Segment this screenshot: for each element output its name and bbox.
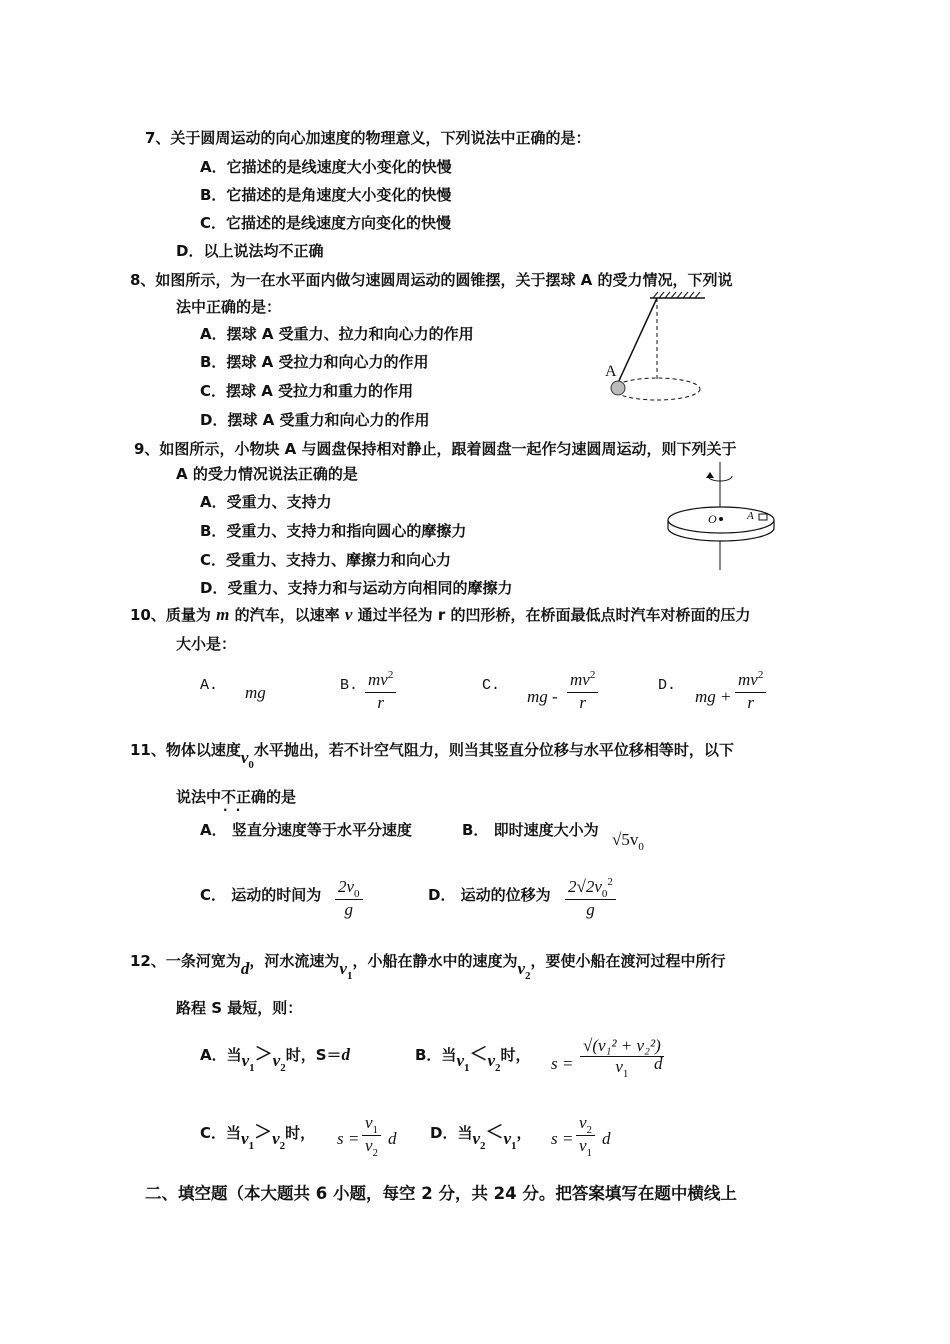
q12-b-d: d bbox=[654, 1054, 663, 1073]
rotating-disc-figure bbox=[660, 460, 785, 575]
q10-c-fraction: $\frac{mv^2}{r}$ bbox=[567, 670, 598, 713]
q12-c-fraction: $\frac{v_1}{v_2}$ bbox=[362, 1113, 381, 1158]
q12-option-c: C．当$v_1>v_2$时， bbox=[200, 1122, 316, 1152]
q10-b-fraction: $\frac{mv^2}{r}$ bbox=[365, 670, 396, 713]
q11-d-fraction: $\frac{2√2v_0^2}{g}$ bbox=[565, 877, 616, 920]
section-2-title: 二、填空题（本大题共 6 小题，每空 2 分，共 24 分。把答案填写在题中横线上 bbox=[145, 1184, 737, 1203]
q10-c-label: C. bbox=[482, 677, 501, 694]
q8-option-b: B．摆球 A 受拉力和向心力的作用 bbox=[200, 353, 429, 371]
q12-option-b: B．当$v_1<v_2$时， bbox=[415, 1044, 531, 1074]
q9-option-a: A．受重力、支持力 bbox=[200, 493, 332, 511]
q12-b-fraction: $\frac{\text{√(v₁² + v₂²)}}{v_1}$ bbox=[580, 1036, 664, 1079]
q9-option-d: D．受重力、支持力和与运动方向相同的摩擦力 bbox=[200, 579, 513, 597]
q9-stem-line1: 9、如图所示，小物块 A 与圆盘保持相对静止，跟着圆盘一起作匀速圆周运动，则下列关于 bbox=[134, 440, 737, 458]
q10-a-expr: mg bbox=[245, 683, 266, 702]
q7-option-c: C．它描述的是线速度方向变化的快慢 bbox=[200, 214, 452, 232]
q12-d-d: d bbox=[602, 1129, 611, 1148]
q10-d-prefix: mg + bbox=[695, 687, 732, 706]
q11-stem-line1: 11、物体以速度$v_0$水平抛出，若不计空气阻力，则当其竖直分位移与水平位移相等时，以下 bbox=[130, 741, 734, 771]
conical-pendulum-figure bbox=[595, 290, 715, 405]
q10-d-label: D. bbox=[658, 677, 677, 694]
q12-stem-line2: 路程 S 最短，则： bbox=[176, 999, 303, 1017]
q10-stem-line1: 10、质量为 m 的汽车，以速率 v 通过半径为 r 的凹形桥，在桥面最低点时汽车对桥面的压力 bbox=[130, 605, 751, 624]
q10-stem-line2: 大小是： bbox=[176, 635, 237, 653]
q11-stem-line2: 说法中不正确 · ·的是 bbox=[176, 787, 296, 807]
q8-option-c: C．摆球 A 受拉力和重力的作用 bbox=[200, 382, 414, 400]
q11-option-b: B． 即时速度大小为 bbox=[462, 821, 599, 839]
pendulum-label-a: A bbox=[605, 363, 617, 380]
q11-b-expr: $√5v_0$ bbox=[612, 830, 644, 853]
q12-d-fraction: $\frac{v_2}{v_1}$ bbox=[576, 1113, 595, 1158]
q11-option-c: C． 运动的时间为 bbox=[200, 886, 322, 904]
q10-a-label: A. bbox=[200, 677, 219, 694]
q9-stem-line2: A 的受力情况说法正确的是 bbox=[176, 465, 358, 483]
q10-c-prefix: mg - bbox=[527, 687, 558, 706]
q11-c-fraction: $\frac{2v_0}{g}$ bbox=[335, 877, 363, 920]
q7-stem: 7、关于圆周运动的向心加速度的物理意义，下列说法中正确的是： bbox=[145, 129, 591, 147]
q7-option-d: D．以上说法均不正确 bbox=[176, 242, 324, 260]
q8-stem-line2: 法中正确的是： bbox=[176, 298, 282, 316]
q9-option-b: B．受重力、支持力和指向圆心的摩擦力 bbox=[200, 522, 467, 540]
q11-option-d: D． 运动的位移为 bbox=[428, 886, 551, 904]
disc-center-label: O bbox=[708, 512, 717, 526]
q12-stem-line1: 12、一条河宽为d，河水流速为$v_1$，小船在静水中的速度为$v_2$，要使小船在渡河过程中所行 bbox=[130, 952, 726, 982]
q11-option-a: A． 竖直分速度等于水平分速度 bbox=[200, 821, 412, 839]
q8-option-d: D．摆球 A 受重力和向心力的作用 bbox=[200, 411, 430, 429]
q10-d-fraction: $\frac{mv^2}{r}$ bbox=[735, 670, 766, 713]
q9-option-c: C．受重力、支持力、摩擦力和向心力 bbox=[200, 551, 452, 569]
q12-option-d: D．当$v_2<v_1$， bbox=[430, 1122, 532, 1152]
disc-block-label: A bbox=[747, 510, 754, 522]
q12-c-s-eq: s = bbox=[337, 1129, 360, 1148]
q12-b-s-eq: s = bbox=[551, 1054, 574, 1073]
q8-option-a: A．摆球 A 受重力、拉力和向心力的作用 bbox=[200, 325, 474, 343]
q12-c-d: d bbox=[388, 1129, 397, 1148]
q7-option-a: A．它描述的是线速度大小变化的快慢 bbox=[200, 158, 452, 176]
q12-option-a: A．当$v_1>v_2$时，S＝d bbox=[200, 1044, 351, 1074]
q10-b-label: B. bbox=[340, 677, 359, 694]
q8-stem-line1: 8、如图所示，为一在水平面内做匀速圆周运动的圆锥摆，关于摆球 A 的受力情况，下列说 bbox=[130, 271, 733, 289]
q7-option-b: B．它描述的是角速度大小变化的快慢 bbox=[200, 186, 452, 204]
q12-d-s-eq: s = bbox=[551, 1129, 574, 1148]
